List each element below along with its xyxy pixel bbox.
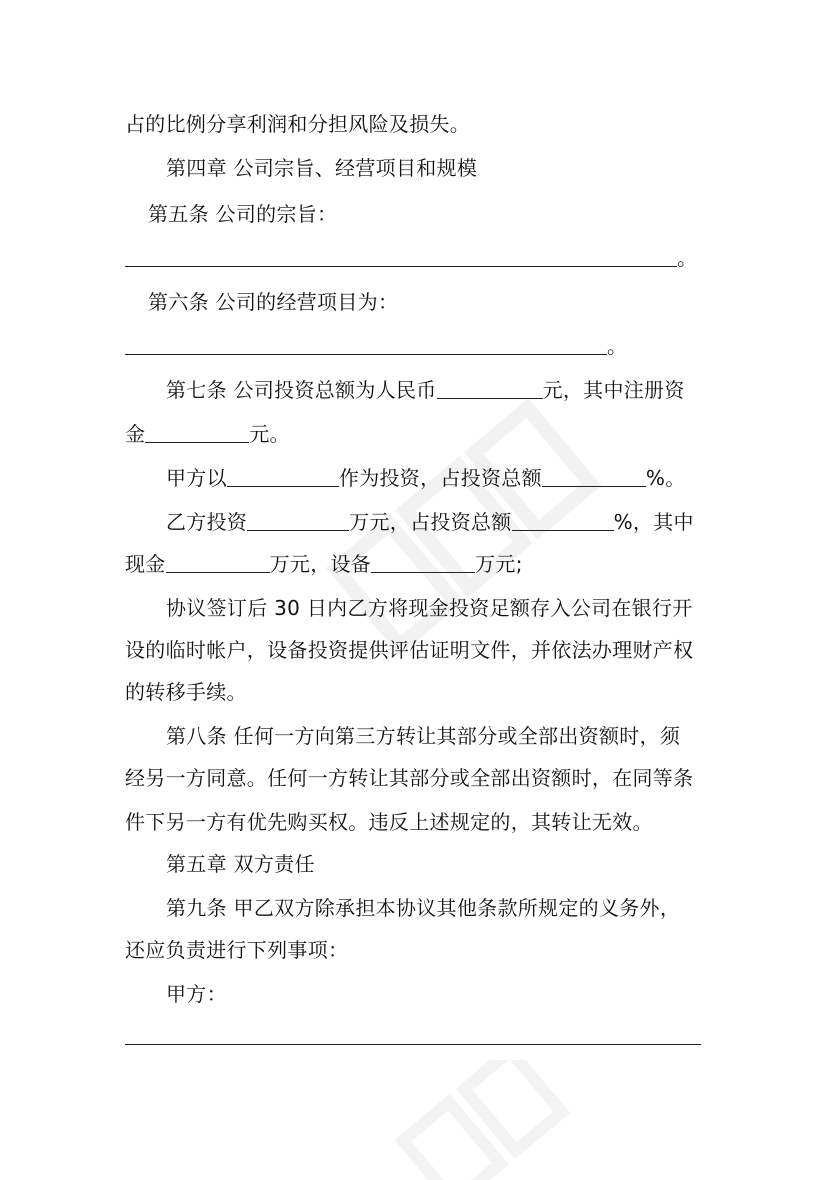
article-5-heading: 第五条 公司的宗旨：	[148, 202, 338, 226]
fill-blank[interactable]	[166, 552, 270, 573]
chapter-heading-5: 第五章 双方责任	[166, 852, 315, 876]
article-7-line-1: 第七条 公司投资总额为人民币 元，其中注册资	[166, 378, 685, 402]
text-line: 设的临时帐户，设备投资提供评估证明文件，并依法办理财产权	[125, 638, 694, 662]
article-7-line-2: 金 元。	[125, 422, 290, 446]
watermark-logo-bottom	[380, 1060, 600, 1180]
fill-blank[interactable]	[437, 378, 543, 399]
fill-blank[interactable]	[247, 510, 349, 531]
chapter-heading-4: 第四章 公司宗旨、经营项目和规模	[166, 156, 478, 180]
text-line: 占的比例分享利润和分担风险及损失。	[125, 112, 471, 136]
fill-blank[interactable]	[542, 466, 646, 487]
fill-blank[interactable]	[125, 1024, 701, 1045]
article-8-line-3: 件下另一方有优先购买权。违反上述规定的，其转让无效。	[125, 810, 653, 834]
article-8-line-2: 经另一方同意。任何一方转让其部分或全部出资额时，在同等条	[125, 766, 694, 790]
fill-blank[interactable]	[512, 510, 614, 531]
article-6-blank-line: 。	[125, 334, 715, 358]
article-9-line-1: 第九条 甲乙双方除承担本协议其他条款所规定的义务外，	[166, 896, 681, 920]
text-line: 的转移手续。	[125, 680, 247, 704]
article-8-line-1: 第八条 任何一方向第三方转让其部分或全部出资额时，须	[166, 724, 681, 748]
party-b-cash-equipment-line: 现金 万元，设备 万元;	[125, 552, 523, 576]
fill-blank[interactable]	[227, 466, 339, 487]
article-5-blank-line: 。	[125, 246, 715, 270]
fill-blank[interactable]	[145, 422, 249, 443]
party-a-duties-heading: 甲方：	[166, 982, 227, 1006]
party-a-investment-line: 甲方以 作为投资，占投资总额 %。	[166, 466, 686, 490]
fill-blank[interactable]	[125, 334, 607, 355]
fill-blank[interactable]	[125, 246, 677, 267]
party-b-investment-line: 乙方投资 万元，占投资总额 %，其中	[166, 510, 694, 534]
article-9-line-2: 还应负责进行下列事项：	[125, 938, 349, 962]
article-6-heading: 第六条 公司的经营项目为：	[148, 290, 399, 314]
text-line: 协议签订后 30 日内乙方将现金投资足额存入公司在银行开	[166, 596, 693, 620]
party-a-duties-blank-line	[125, 1024, 715, 1048]
fill-blank[interactable]	[371, 552, 475, 573]
